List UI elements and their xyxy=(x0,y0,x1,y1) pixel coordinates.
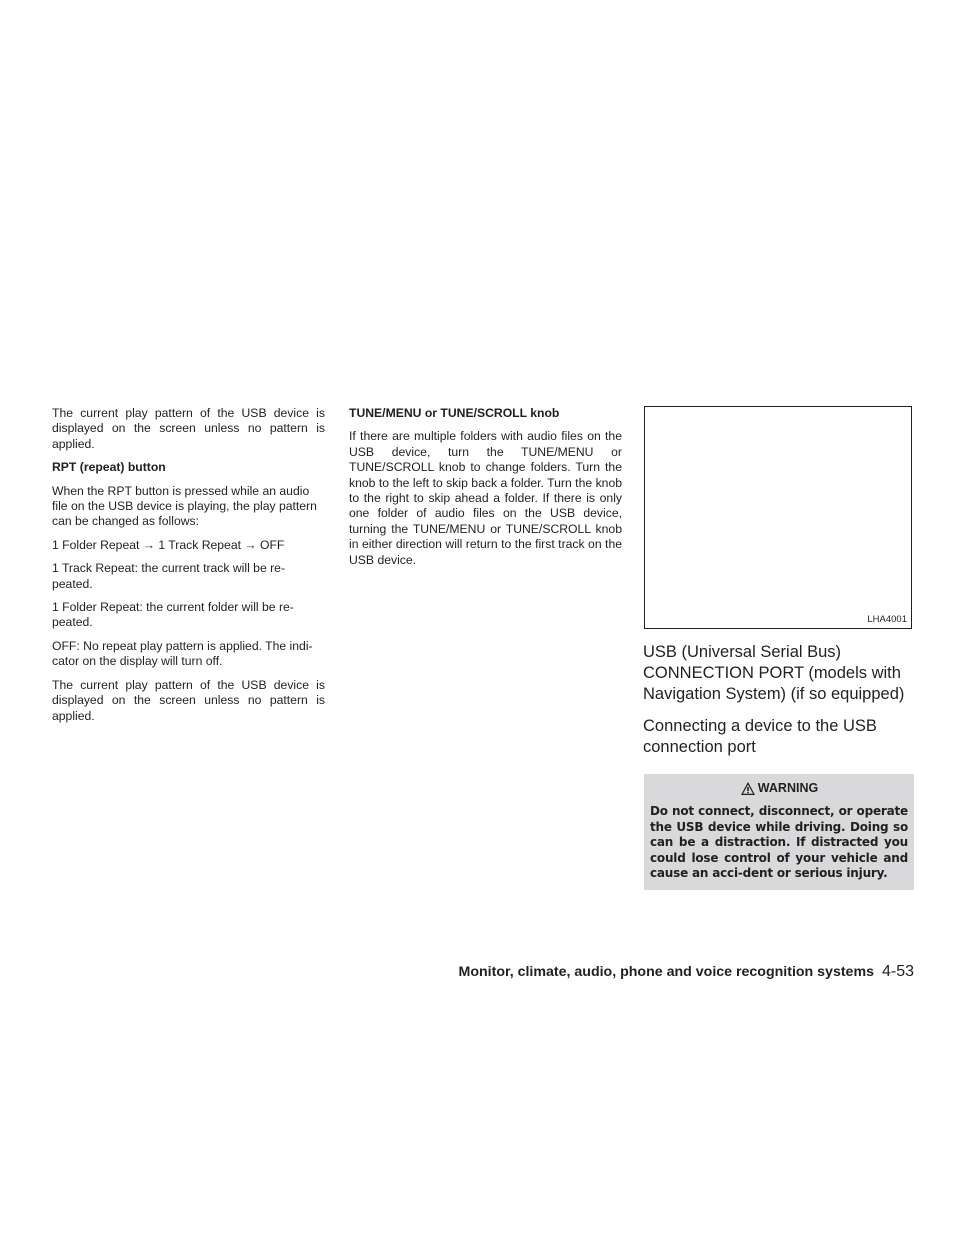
warning-box xyxy=(644,774,914,890)
off-description: OFF: No repeat play pattern is applied. The indi-cator on the display will turn off. xyxy=(52,638,313,669)
play-pattern-note-repeat: The current play pattern of the USB device is displayed on the screen unless no pattern is applied. xyxy=(52,677,325,723)
track-repeat-description: 1 Track Repeat: the current track will be re-peated. xyxy=(52,561,286,591)
play-pattern-note: The current play pattern of the USB device is displayed on the screen unless no pattern is applied. xyxy=(52,406,325,451)
left-column xyxy=(52,406,325,732)
tune-knob-description: If there are multiple folders with audio files on the USB device, turn the TUNE/MENU or TUNE/SCROLL knob to change folders. Turn the knob to the left to skip back a folder. Turn the knob to the right to skip ahead a folder. If there is only one folder of audio files on the USB device, turning the TUNE/MENU or TUNE/SCROLL knob in either direction will return to the first track on the USB device. xyxy=(349,429,622,567)
page-number: 4-53 xyxy=(881,963,914,980)
rpt-button-description: When the RPT button is pressed while an audio file on the USB device is playing, the play pattern can be changed as follows: xyxy=(52,483,317,529)
right-column xyxy=(644,406,914,890)
folder-repeat-description: 1 Folder Repeat: the current folder will be re-peated. xyxy=(52,600,294,630)
section-title: Monitor, climate, audio, phone and voice recognition systems xyxy=(458,964,874,980)
warning-text: Do not connect, disconnect, or operate the USB device while driving. Doing so can be a distraction. If distracted you could lose control of your vehicle and cause an acci-dent or serious injury. xyxy=(650,804,908,881)
middle-column xyxy=(349,406,622,576)
usb-port-figure xyxy=(644,406,912,629)
page-footer xyxy=(459,963,915,981)
tune-knob-heading: TUNE/MENU or TUNE/SCROLL knob xyxy=(349,406,560,420)
usb-port-heading: USB (Universal Serial Bus) CONNECTION PORT (models with Navigation System) (if so equipped) xyxy=(643,643,905,703)
warning-triangle-icon xyxy=(740,781,756,796)
warning-header xyxy=(650,781,908,796)
connecting-device-heading: Connecting a device to the USB connection port xyxy=(643,717,877,756)
warning-title: WARNING xyxy=(757,781,819,795)
rpt-button-heading: RPT (repeat) button xyxy=(52,460,166,475)
repeat-sequence: 1 Folder Repeat → 1 Track Repeat → OFF xyxy=(52,537,285,552)
figure-code: LHA4001 xyxy=(867,614,907,625)
